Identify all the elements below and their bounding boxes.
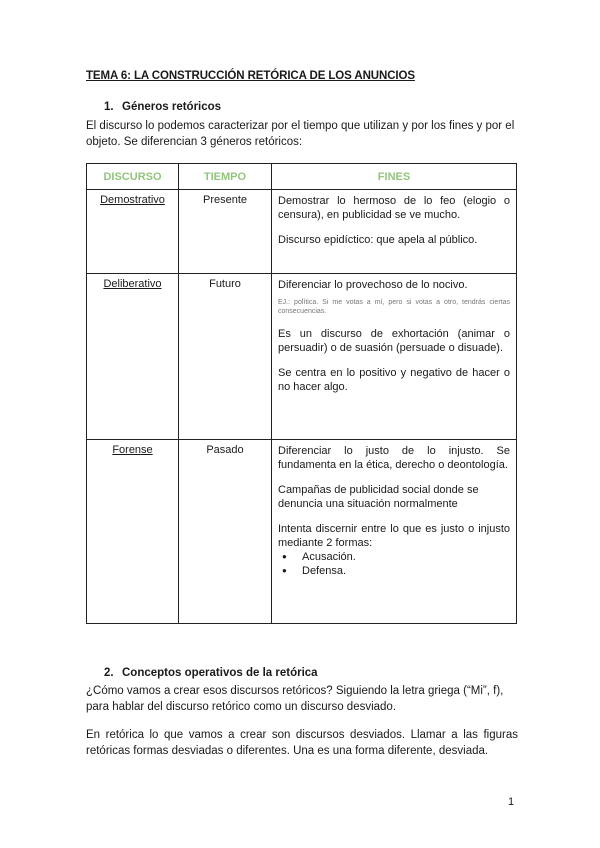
section-2-number: 2. bbox=[104, 667, 114, 679]
section-1-number: 1. bbox=[104, 101, 114, 113]
section-2-paragraph-1: ¿Cómo vamos a crear esos discursos retóricos? Siguiendo la letra griega (“Mi”, f), para hablar del discurso retórico como un discurso desviado. bbox=[86, 685, 504, 713]
tiempo-cell: Futuro bbox=[179, 274, 272, 440]
fines-text: Campañas de publicidad social donde se denuncia una situación normalmente bbox=[278, 484, 479, 510]
document-title: TEMA 6: LA CONSTRUCCIÓN RETÓRICA DE LOS ANUNCIOS bbox=[86, 70, 415, 82]
discurso-cell bbox=[87, 274, 179, 440]
fines-cell bbox=[272, 274, 517, 440]
fines-text: Demostrar lo hermoso de lo feo (elogio o censura), en publicidad se ve mucho. bbox=[278, 195, 510, 221]
fines-text: Es un discurso de exhortación (animar o persuadir) o de suasión (persuade o disuade). bbox=[278, 328, 510, 354]
header-discurso: DISCURSO bbox=[87, 164, 179, 190]
section-1-intro: El discurso lo podemos caracterizar por el tiempo que utilizan y por los fines y por el objeto. Se diferencian 3 géneros retóricos: bbox=[86, 120, 515, 148]
section-1-title: Géneros retóricos bbox=[122, 101, 222, 113]
bullet-list bbox=[278, 550, 510, 578]
table-row bbox=[87, 440, 517, 624]
tiempo-cell: Presente bbox=[179, 190, 272, 274]
table-header-row bbox=[87, 164, 517, 190]
rhetorical-genres-table bbox=[86, 163, 517, 624]
fines-cell bbox=[272, 190, 517, 274]
discurso-deliberativo: Deliberativo bbox=[103, 278, 162, 290]
fines-text: Diferenciar lo justo de lo injusto. Se fundamenta en la ética, derecho o deontología. bbox=[278, 445, 510, 471]
list-item: ● Defensa. bbox=[302, 564, 510, 578]
fines-text: Intenta discernir entre lo que es justo o injusto mediante 2 formas: bbox=[278, 523, 510, 549]
section-1-heading bbox=[104, 101, 221, 113]
header-tiempo: TIEMPO bbox=[179, 164, 272, 190]
discurso-demostrativo: Demostrativo bbox=[100, 194, 165, 206]
discurso-forense: Forense bbox=[112, 444, 153, 456]
section-2-paragraph-2: En retórica lo que vamos a crear son discursos desviados. Llamar a las figuras retóricas formas desviadas o diferentes. Una es una forma diferente, desviada. bbox=[86, 729, 518, 757]
fines-text: Discurso epidíctico: que apela al público. bbox=[278, 234, 478, 246]
section-2-title: Conceptos operativos de la retórica bbox=[122, 667, 318, 679]
table-row bbox=[87, 274, 517, 440]
list-item: ● Acusación. bbox=[302, 550, 510, 564]
fines-text: Se centra en lo positivo y negativo de hacer o no hacer algo. bbox=[278, 367, 510, 393]
fines-text: Diferenciar lo provechoso de lo nocivo. bbox=[278, 279, 468, 291]
tiempo-cell: Pasado bbox=[179, 440, 272, 624]
discurso-cell bbox=[87, 440, 179, 624]
fines-cell bbox=[272, 440, 517, 624]
discurso-cell bbox=[87, 190, 179, 274]
page-number: 1 bbox=[508, 796, 515, 808]
section-2-heading bbox=[104, 667, 318, 679]
table-row bbox=[87, 190, 517, 274]
header-fines: FINES bbox=[272, 164, 517, 190]
example-note: EJ.: política. Si me votas a mí, pero si votas a otro, tendrás ciertas consecuencias. bbox=[278, 299, 510, 315]
